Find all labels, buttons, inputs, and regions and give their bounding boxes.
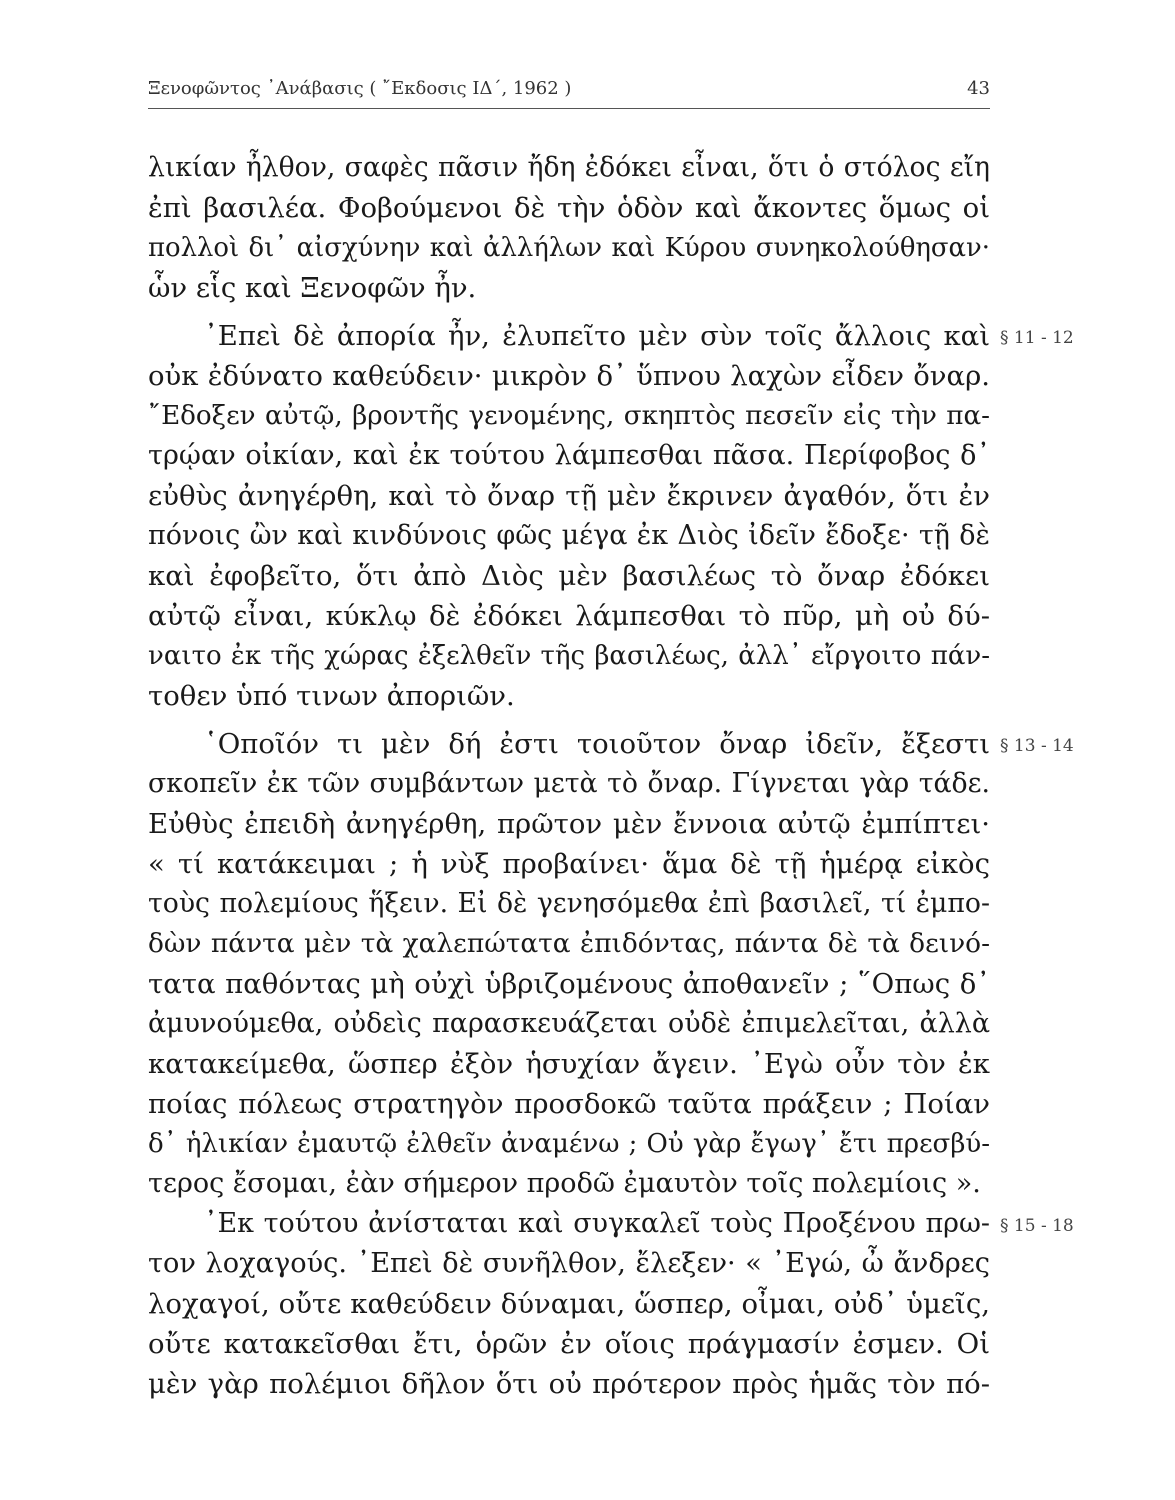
text-line: ὧν εἷς καὶ Ξενοφῶν ἦν. xyxy=(148,272,477,304)
text-line: « τί κατάκειμαι ; ἡ νὺξ προβαίνει· ἅμα δὲ τῇ ἡμέρᾳ εἰκὸς xyxy=(148,848,990,880)
header-title: Ξενοφῶντος ᾿Ανάβασις ( ῎Εκδοσις ΙΔ΄, 1962 ) xyxy=(148,78,572,99)
text-line: ᾿Επεὶ δὲ ἀπορία ἦν, ἐλυπεῖτο μὲν σὺν τοῖς ἄλλοις καὶ xyxy=(204,320,990,352)
text-line: δ᾿ ἡλικίαν ἐμαυτῷ ἐλθεῖν ἀναμένω ; Οὐ γὰρ ἔγωγ᾿ ἔτι πρεσβύ- xyxy=(148,1129,990,1159)
text-line: ἐπὶ βασιλέα. Φοβούμενοι δὲ τὴν ὁδὸν καὶ ἄκοντες ὅμως οἱ xyxy=(148,192,990,224)
margin-section-note: § 11 - 12 xyxy=(1000,328,1074,348)
text-line: τοὺς πολεμίους ἥξειν. Εἰ δὲ γενησόμεθα ἐπὶ βασιλεῖ, τί ἐμπο- xyxy=(148,888,990,919)
text-line: εὐθὺς ἀνηγέρθη, καὶ τὸ ὄναρ τῇ μὲν ἔκρινεν ἀγαθόν, ὅτι ἐν xyxy=(148,480,990,512)
margin-section-note: § 15 - 18 xyxy=(1000,1216,1074,1236)
text-line: δὼν πάντα μὲν τὰ χαλεπώτατα ἐπιδόντας, πάντα δὲ τὰ δεινό- xyxy=(148,928,990,959)
text-line: ἀμυνούμεθα, οὐδεὶς παρασκευάζεται οὐδὲ ἐπιμελεῖται, ἀλλὰ xyxy=(148,1008,990,1039)
text-line: πόνοις ὢν καὶ κινδύνοις φῶς μέγα ἐκ Διὸς ἰδεῖν ἔδοξε· τῇ δὲ xyxy=(148,520,990,551)
text-line: καὶ ἐφοβεῖτο, ὅτι ἀπὸ Διὸς μὲν βασιλέως τὸ ὄναρ ἐδόκει xyxy=(148,560,990,592)
text-line: λικίαν ἦλθον, σαφὲς πᾶσιν ἤδη ἐδόκει εἶναι, ὅτι ὁ στόλος εἴη xyxy=(148,152,990,183)
text-line: μὲν γὰρ πολέμιοι δῆλον ὅτι οὐ πρότερον πρὸς ἡμᾶς τὸν πό- xyxy=(148,1368,990,1400)
text-line: κατακείμεθα, ὥσπερ ἐξὸν ἡσυχίαν ἄγειν. ᾿Εγὼ οὖν τὸν ἐκ xyxy=(148,1048,990,1080)
text-line: ποίας πόλεως στρατηγὸν προσδοκῶ ταῦτα πράξειν ; Ποίαν xyxy=(148,1088,990,1120)
text-line: ᾿Εκ τούτου ἀνίσταται καὶ συγκαλεῖ τοὺς Προξένου πρω- xyxy=(204,1208,990,1239)
text-line: τερος ἔσομαι, ἐὰν σήμερον προδῶ ἐμαυτὸν τοῖς πολεμίοις ». xyxy=(148,1168,981,1199)
text-line: τον λοχαγούς. ᾿Επεὶ δὲ συνῆλθον, ἔλεξεν· « ᾿Εγώ, ὦ ἄνδρες xyxy=(148,1248,990,1279)
text-line: ῾Οποῖόν τι μὲν δή ἐστι τοιοῦτον ὄναρ ἰδεῖν, ἔξεστι xyxy=(204,728,990,760)
text-line: Εὐθὺς ἐπειδὴ ἀνηγέρθη, πρῶτον μὲν ἔννοια αὐτῷ ἐμπίπτει· xyxy=(148,808,990,840)
margin-section-note: § 13 - 14 xyxy=(1000,736,1074,756)
text-line: πολλοὶ δι᾿ αἰσχύνην καὶ ἀλλήλων καὶ Κύρου συνηκολούθησαν· xyxy=(148,233,990,263)
text-line: τατα παθόντας μὴ οὐχὶ ὑβριζομένους ἀποθανεῖν ; ῞Οπως δ᾿ xyxy=(148,968,990,1000)
text-line: λοχαγοί, οὔτε καθεύδειν δύναμαι, ὥσπερ, οἶμαι, οὐδ᾿ ὑμεῖς, xyxy=(148,1288,990,1320)
text-line: αὐτῷ εἶναι, κύκλῳ δὲ ἐδόκει λάμπεσθαι τὸ πῦρ, μὴ οὐ δύ- xyxy=(148,600,990,632)
running-header xyxy=(148,72,990,109)
text-line: τρῴαν οἰκίαν, καὶ ἐκ τούτου λάμπεσθαι πᾶσα. Περίφοβος δ᾿ xyxy=(148,440,990,471)
page-number: 43 xyxy=(967,78,990,99)
text-line: οὔτε κατακεῖσθαι ἔτι, ὁρῶν ἐν οἵοις πράγμασίν ἐσμεν. Οἱ xyxy=(148,1328,990,1360)
text-line: ῎Εδοξεν αὐτῷ, βροντῆς γενομένης, σκηπτὸς πεσεῖν εἰς τὴν πα- xyxy=(148,401,990,431)
text-line: οὐκ ἐδύνατο καθεύδειν· μικρὸν δ᾿ ὕπνου λαχὼν εἶδεν ὄναρ. xyxy=(148,360,990,392)
text-line: ναιτο ἐκ τῆς χώρας ἐξελθεῖν τῆς βασιλέως, ἀλλ᾿ εἴργοιτο πάν- xyxy=(148,641,990,671)
text-line: τοθεν ὑπό τινων ἀποριῶν. xyxy=(148,680,515,712)
text-line: σκοπεῖν ἐκ τῶν συμβάντων μετὰ τὸ ὄναρ. Γίγνεται γὰρ τάδε. xyxy=(148,768,990,799)
